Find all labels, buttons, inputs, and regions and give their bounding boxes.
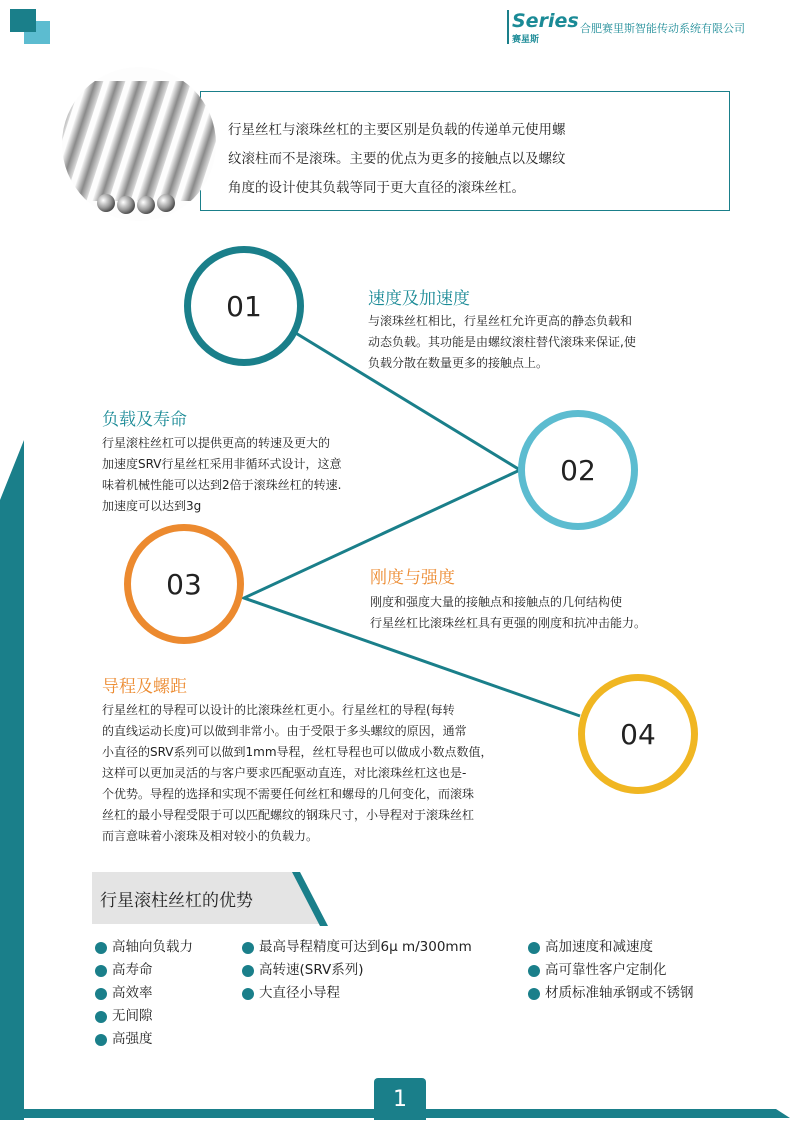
advantage-item — [528, 936, 694, 959]
bullet-icon — [95, 965, 107, 977]
advantage-item — [528, 959, 694, 982]
advantages-bar-accent — [288, 872, 328, 926]
advantage-label: 高强度 — [112, 1031, 153, 1047]
body-line: 的直线运动长度)可以做到非常小。由于受限于多头螺纹的原因，通常 — [102, 724, 467, 738]
step-circle-04: 04 — [578, 674, 698, 794]
bullet-icon — [242, 965, 254, 977]
intro-line: 角度的设计使其负载等同于更大直径的滚珠丝杠。 — [228, 180, 525, 196]
advantages-column-3 — [528, 936, 694, 1005]
body-line: 丝杠的最小导程受限于可以匹配螺纹的钢珠尺寸，小导程对于滚珠丝杠 — [102, 808, 475, 822]
body-line: 刚度和强度大量的接触点和接触点的几何结构使 — [370, 595, 623, 609]
body-line: 与滚珠丝杠相比，行星丝杠允许更高的静态负载和 — [368, 314, 633, 328]
section-body-speed — [368, 311, 728, 374]
intro-line: 行星丝杠与滚珠丝杠的主要区别是负载的传递单元使用螺 — [228, 122, 566, 138]
advantage-label: 高转速(SRV系列) — [259, 962, 364, 978]
body-line: 加速度SRV行星丝杠采用非循环式设计，这意 — [102, 457, 342, 471]
advantage-label: 高加速度和减速度 — [545, 939, 653, 955]
section-title-stiffness: 刚度与强度 — [370, 568, 455, 588]
body-line: 负载分散在数量更多的接触点上。 — [368, 356, 549, 370]
step-circle-02: 02 — [518, 410, 638, 530]
advantage-label: 高效率 — [112, 985, 153, 1001]
intro-line: 纹滚柱而不是滚珠。主要的优点为更多的接触点以及螺纹 — [228, 151, 566, 167]
advantage-label: 大直径小导程 — [259, 985, 340, 1001]
advantage-item — [242, 936, 472, 959]
section-body-lead — [102, 700, 582, 847]
advantage-item — [528, 982, 694, 1005]
advantage-label: 高寿命 — [112, 962, 153, 978]
section-body-load — [102, 433, 432, 517]
bullet-icon — [242, 942, 254, 954]
bullet-icon — [528, 942, 540, 954]
bullet-icon — [95, 988, 107, 1000]
bullet-icon — [95, 942, 107, 954]
body-line: 动态负载。其功能是由螺纹滚柱替代滚珠来保证,使 — [368, 335, 636, 349]
advantage-label: 无间隙 — [112, 1008, 153, 1024]
advantage-item — [95, 982, 193, 1005]
bullet-icon — [242, 988, 254, 1000]
body-line: 这样可以更加灵活的与客户要求匹配驱动直连，对比滚珠丝杠这也是- — [102, 766, 467, 780]
step-circle-01: 01 — [184, 246, 304, 366]
section-title-speed: 速度及加速度 — [368, 289, 470, 309]
body-line: 小直径的SRV系列可以做到1mm导程，丝杠导程也可以做成小数点数值， — [102, 745, 493, 759]
advantage-item — [95, 1005, 193, 1028]
section-body-stiffness — [370, 592, 750, 634]
advantage-item — [95, 936, 193, 959]
logo-wordmark: Series — [512, 10, 579, 32]
bullet-icon — [95, 1034, 107, 1046]
body-line: 味着机械性能可以达到2倍于滚珠丝杠的转速. — [102, 478, 342, 492]
bullet-icon — [95, 1011, 107, 1023]
advantage-item — [95, 959, 193, 982]
advantage-item — [242, 982, 472, 1005]
body-line: 行星丝杠的导程可以设计的比滚珠丝杠更小。行星丝杠的导程(每转 — [102, 703, 455, 717]
section-title-load: 负载及寿命 — [102, 410, 187, 430]
section-title-lead: 导程及螺距 — [102, 677, 187, 697]
advantages-title: 行星滚柱丝杠的优势 — [100, 891, 253, 911]
body-line: 行星丝杠比滚珠丝杠具有更强的刚度和抗冲击能力。 — [370, 616, 647, 630]
advantage-label: 最高导程精度可达到6μ m/300mm — [259, 939, 472, 955]
body-line: 行星滚柱丝杠可以提供更高的转速及更大的 — [102, 436, 331, 450]
bullet-icon — [528, 965, 540, 977]
company-name: 合肥赛里斯智能传动系统有限公司 — [580, 22, 745, 35]
advantage-label: 材质标准轴承钢或不锈钢 — [545, 985, 694, 1001]
body-line: 个优势。导程的选择和实现不需要任何丝杠和螺母的几何变化，而滚珠 — [102, 787, 475, 801]
advantage-item — [242, 959, 472, 982]
advantage-label: 高可靠性客户定制化 — [545, 962, 667, 978]
advantages-column-1 — [95, 936, 193, 1051]
bullet-icon — [528, 988, 540, 1000]
step-circle-03: 03 — [124, 524, 244, 644]
body-line: 加速度可以达到3g — [102, 499, 202, 513]
advantage-item — [95, 1028, 193, 1051]
body-line: 而言意味着小滚珠及相对较小的负载力。 — [102, 829, 319, 843]
advantages-column-2 — [242, 936, 472, 1005]
advantage-label: 高轴向负载力 — [112, 939, 193, 955]
page-number: 1 — [374, 1078, 426, 1120]
logo-chinese: 赛星斯 — [512, 35, 540, 45]
